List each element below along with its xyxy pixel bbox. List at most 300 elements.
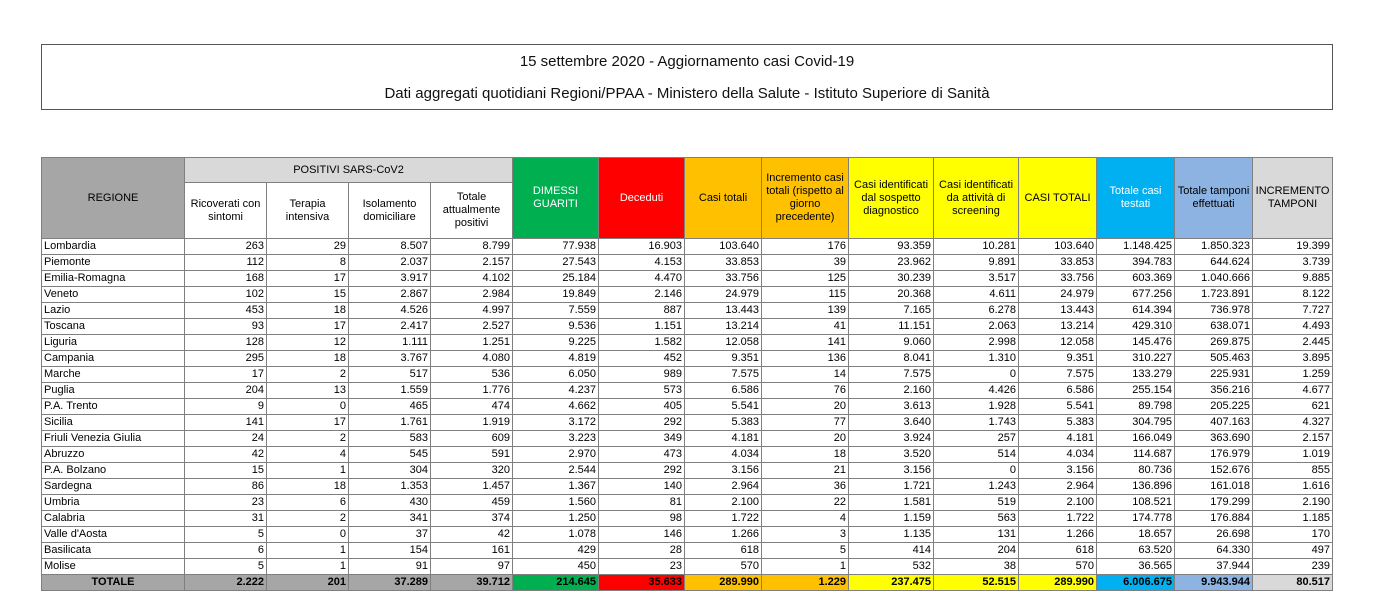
cell-dim: 3.223 [513, 431, 599, 447]
report-subtitle: Dati aggregati quotidiani Regioni/PPAA - Ministero della Salute - Istituto Superiore di Sanità [384, 85, 990, 102]
cell-itm: 239 [1253, 559, 1333, 575]
cell-tes: 310.227 [1097, 351, 1175, 367]
table-row [42, 543, 1333, 559]
cell-ter: 17 [267, 271, 349, 287]
cell-iso: 517 [349, 367, 431, 383]
cell-iso: 304 [349, 463, 431, 479]
cell-itm: 1.616 [1253, 479, 1333, 495]
cell-itm: 621 [1253, 399, 1333, 415]
cell-dim: 9.225 [513, 335, 599, 351]
cell-sd: 1.135 [849, 527, 934, 543]
cell-ct: 9.351 [685, 351, 762, 367]
cell-iso: 154 [349, 543, 431, 559]
cell-ter: 12 [267, 335, 349, 351]
cell-dim: 2.544 [513, 463, 599, 479]
cell-inc: 41 [762, 319, 849, 335]
cell-sc: 2.998 [934, 335, 1019, 351]
cell-ter: 18 [267, 351, 349, 367]
cell-ter: 13 [267, 383, 349, 399]
table-row [42, 559, 1333, 575]
cell-iso: 3.767 [349, 351, 431, 367]
cell-iso: 341 [349, 511, 431, 527]
region-name-cell: Basilicata [42, 543, 185, 559]
cell-ric: 42 [185, 447, 267, 463]
cell-dec: 349 [599, 431, 685, 447]
cell-itm: 497 [1253, 543, 1333, 559]
region-name-cell: Lazio [42, 303, 185, 319]
cell-dim: 7.559 [513, 303, 599, 319]
cell-sd: 532 [849, 559, 934, 575]
cell-ric: 263 [185, 239, 267, 255]
cell-sc: 4.426 [934, 383, 1019, 399]
cell-ric: 17 [185, 367, 267, 383]
cell-inc: 176 [762, 239, 849, 255]
cell-dec: 573 [599, 383, 685, 399]
cell-tot: 4.181 [1019, 431, 1097, 447]
cell-pos: 4.080 [431, 351, 513, 367]
cell-sc: 38 [934, 559, 1019, 575]
cell-tam: 26.698 [1175, 527, 1253, 543]
cell-pos: 1.919 [431, 415, 513, 431]
cell-sd: 8.041 [849, 351, 934, 367]
cell-ric: 15 [185, 463, 267, 479]
region-name-cell: Abruzzo [42, 447, 185, 463]
cell-dec: 4.470 [599, 271, 685, 287]
cell-tes: 89.798 [1097, 399, 1175, 415]
table-row [42, 271, 1333, 287]
cell-sd: 3.640 [849, 415, 934, 431]
cell-ct: 5.383 [685, 415, 762, 431]
cell-pos: 4.997 [431, 303, 513, 319]
table-row [42, 287, 1333, 303]
cell-tes: 429.310 [1097, 319, 1175, 335]
cell-sd: 3.520 [849, 447, 934, 463]
cell-dec: 1.151 [599, 319, 685, 335]
table-row [42, 303, 1333, 319]
cell-ric: 168 [185, 271, 267, 287]
cell-sc: 3.517 [934, 271, 1019, 287]
cell-ter: 0 [267, 527, 349, 543]
cell-sc: 1.928 [934, 399, 1019, 415]
cell-dec: 452 [599, 351, 685, 367]
cell-pos: 161 [431, 543, 513, 559]
table-row [42, 431, 1333, 447]
cell-sc: 1.743 [934, 415, 1019, 431]
cell-ric: 23 [185, 495, 267, 511]
cell-ric: 9 [185, 399, 267, 415]
cell-pos: 4.102 [431, 271, 513, 287]
cell-tam: 176.884 [1175, 511, 1253, 527]
region-name-cell: Veneto [42, 287, 185, 303]
cell-itm: 1.259 [1253, 367, 1333, 383]
cell-dec: 405 [599, 399, 685, 415]
cell-tam: 644.624 [1175, 255, 1253, 271]
table-row [42, 367, 1333, 383]
cell-dim: 1.367 [513, 479, 599, 495]
cell-tam: 505.463 [1175, 351, 1253, 367]
total-pos: 39.712 [431, 575, 513, 591]
cell-tot: 7.575 [1019, 367, 1097, 383]
table-row [42, 527, 1333, 543]
cell-pos: 459 [431, 495, 513, 511]
header-terapia: Terapia intensiva [267, 183, 349, 239]
cell-ter: 18 [267, 303, 349, 319]
total-tot: 289.990 [1019, 575, 1097, 591]
cell-ric: 102 [185, 287, 267, 303]
table-row [42, 447, 1333, 463]
total-iso: 37.289 [349, 575, 431, 591]
cell-dec: 140 [599, 479, 685, 495]
header-totale-positivi: Totale attualmente positivi [431, 183, 513, 239]
region-name-cell: Sardegna [42, 479, 185, 495]
cell-pos: 2.157 [431, 255, 513, 271]
cell-iso: 430 [349, 495, 431, 511]
header-isolamento: Isolamento domiciliare [349, 183, 431, 239]
cell-pos: 2.527 [431, 319, 513, 335]
cell-dec: 4.153 [599, 255, 685, 271]
region-name-cell: Puglia [42, 383, 185, 399]
cell-pos: 1.251 [431, 335, 513, 351]
cell-iso: 583 [349, 431, 431, 447]
total-label: TOTALE [42, 575, 185, 591]
cell-tot: 3.156 [1019, 463, 1097, 479]
table-row [42, 239, 1333, 255]
cell-sd: 11.151 [849, 319, 934, 335]
cell-dec: 292 [599, 463, 685, 479]
cell-itm: 4.493 [1253, 319, 1333, 335]
cell-sd: 2.160 [849, 383, 934, 399]
cell-tot: 33.756 [1019, 271, 1097, 287]
cell-dim: 77.938 [513, 239, 599, 255]
cell-tes: 36.565 [1097, 559, 1175, 575]
cell-inc: 1 [762, 559, 849, 575]
cell-dim: 3.172 [513, 415, 599, 431]
cell-sc: 0 [934, 463, 1019, 479]
cell-sc: 1.310 [934, 351, 1019, 367]
cell-inc: 139 [762, 303, 849, 319]
cell-itm: 2.445 [1253, 335, 1333, 351]
cell-sc: 257 [934, 431, 1019, 447]
cell-tam: 356.216 [1175, 383, 1253, 399]
region-name-cell: P.A. Trento [42, 399, 185, 415]
cell-ric: 93 [185, 319, 267, 335]
cell-ter: 29 [267, 239, 349, 255]
total-inc: 1.229 [762, 575, 849, 591]
cell-tes: 18.657 [1097, 527, 1175, 543]
cell-ct: 1.722 [685, 511, 762, 527]
table-row [42, 383, 1333, 399]
header-casi-totali: Casi totali [685, 158, 762, 239]
cell-ter: 15 [267, 287, 349, 303]
region-name-cell: Umbria [42, 495, 185, 511]
cell-tam: 161.018 [1175, 479, 1253, 495]
cell-dim: 6.050 [513, 367, 599, 383]
region-name-cell: Campania [42, 351, 185, 367]
cell-sd: 30.239 [849, 271, 934, 287]
cell-tam: 64.330 [1175, 543, 1253, 559]
cell-iso: 2.867 [349, 287, 431, 303]
cell-pos: 8.799 [431, 239, 513, 255]
region-name-cell: Friuli Venezia Giulia [42, 431, 185, 447]
cell-ct: 1.266 [685, 527, 762, 543]
cell-inc: 125 [762, 271, 849, 287]
cell-tot: 4.034 [1019, 447, 1097, 463]
table-row [42, 511, 1333, 527]
report-title: 15 settembre 2020 - Aggiornamento casi Covid-19 [519, 53, 855, 70]
cell-iso: 37 [349, 527, 431, 543]
table-row [42, 495, 1333, 511]
cell-tot: 12.058 [1019, 335, 1097, 351]
cell-ct: 3.156 [685, 463, 762, 479]
cell-sc: 519 [934, 495, 1019, 511]
cell-ter: 6 [267, 495, 349, 511]
region-name-cell: Toscana [42, 319, 185, 335]
covid-data-table [41, 157, 1333, 591]
cell-inc: 18 [762, 447, 849, 463]
table-body [42, 239, 1333, 591]
cell-ric: 141 [185, 415, 267, 431]
cell-sd: 7.575 [849, 367, 934, 383]
total-ter: 201 [267, 575, 349, 591]
cell-iso: 8.507 [349, 239, 431, 255]
header-regione: REGIONE [42, 158, 185, 239]
cell-sc: 204 [934, 543, 1019, 559]
cell-ct: 13.443 [685, 303, 762, 319]
cell-tam: 37.944 [1175, 559, 1253, 575]
cell-dim: 1.560 [513, 495, 599, 511]
cell-itm: 1.185 [1253, 511, 1333, 527]
region-name-cell: Calabria [42, 511, 185, 527]
cell-ric: 5 [185, 527, 267, 543]
cell-ct: 103.640 [685, 239, 762, 255]
total-sc: 52.515 [934, 575, 1019, 591]
cell-ric: 86 [185, 479, 267, 495]
cell-sc: 2.063 [934, 319, 1019, 335]
total-ric: 2.222 [185, 575, 267, 591]
cell-ter: 2 [267, 367, 349, 383]
cell-ter: 1 [267, 463, 349, 479]
cell-ct: 570 [685, 559, 762, 575]
cell-tam: 638.071 [1175, 319, 1253, 335]
cell-iso: 2.037 [349, 255, 431, 271]
cell-sc: 4.611 [934, 287, 1019, 303]
cell-dim: 1.250 [513, 511, 599, 527]
total-dec: 35.633 [599, 575, 685, 591]
cell-itm: 3.739 [1253, 255, 1333, 271]
cell-inc: 4 [762, 511, 849, 527]
cell-sc: 6.278 [934, 303, 1019, 319]
cell-sd: 3.156 [849, 463, 934, 479]
total-row [42, 575, 1333, 591]
cell-pos: 474 [431, 399, 513, 415]
table-row [42, 399, 1333, 415]
cell-sc: 9.891 [934, 255, 1019, 271]
cell-dec: 28 [599, 543, 685, 559]
cell-tes: 133.279 [1097, 367, 1175, 383]
cell-sc: 563 [934, 511, 1019, 527]
cell-sd: 20.368 [849, 287, 934, 303]
cell-pos: 1.457 [431, 479, 513, 495]
cell-ter: 1 [267, 543, 349, 559]
cell-tes: 255.154 [1097, 383, 1175, 399]
cell-ric: 112 [185, 255, 267, 271]
cell-tam: 152.676 [1175, 463, 1253, 479]
cell-ct: 618 [685, 543, 762, 559]
cell-tam: 736.978 [1175, 303, 1253, 319]
cell-tot: 570 [1019, 559, 1097, 575]
cell-inc: 5 [762, 543, 849, 559]
cell-ric: 6 [185, 543, 267, 559]
cell-dec: 989 [599, 367, 685, 383]
table-row [42, 415, 1333, 431]
cell-tes: 166.049 [1097, 431, 1175, 447]
cell-tes: 136.896 [1097, 479, 1175, 495]
cell-dim: 25.184 [513, 271, 599, 287]
cell-tot: 13.443 [1019, 303, 1097, 319]
region-name-cell: Liguria [42, 335, 185, 351]
cell-dim: 1.078 [513, 527, 599, 543]
cell-sc: 514 [934, 447, 1019, 463]
cell-tes: 1.148.425 [1097, 239, 1175, 255]
cell-tes: 145.476 [1097, 335, 1175, 351]
table-row [42, 319, 1333, 335]
cell-inc: 77 [762, 415, 849, 431]
cell-tes: 174.778 [1097, 511, 1175, 527]
header-incremento-tamponi: INCREMENTO TAMPONI [1253, 158, 1333, 239]
cell-iso: 465 [349, 399, 431, 415]
cell-itm: 2.190 [1253, 495, 1333, 511]
cell-ter: 17 [267, 415, 349, 431]
cell-dec: 1.582 [599, 335, 685, 351]
cell-ter: 2 [267, 431, 349, 447]
cell-inc: 22 [762, 495, 849, 511]
cell-inc: 141 [762, 335, 849, 351]
cell-sd: 414 [849, 543, 934, 559]
cell-tes: 677.256 [1097, 287, 1175, 303]
cell-sc: 131 [934, 527, 1019, 543]
cell-iso: 1.353 [349, 479, 431, 495]
cell-tot: 6.586 [1019, 383, 1097, 399]
header-deceduti: Deceduti [599, 158, 685, 239]
header-screening: Casi identificati da attività di screening [934, 158, 1019, 239]
cell-inc: 3 [762, 527, 849, 543]
cell-ter: 17 [267, 319, 349, 335]
cell-inc: 20 [762, 399, 849, 415]
cell-tot: 103.640 [1019, 239, 1097, 255]
cell-pos: 536 [431, 367, 513, 383]
cell-dec: 81 [599, 495, 685, 511]
cell-sd: 9.060 [849, 335, 934, 351]
cell-inc: 21 [762, 463, 849, 479]
cell-dim: 4.237 [513, 383, 599, 399]
region-name-cell: Emilia-Romagna [42, 271, 185, 287]
total-tes: 6.006.675 [1097, 575, 1175, 591]
cell-tot: 618 [1019, 543, 1097, 559]
cell-tes: 80.736 [1097, 463, 1175, 479]
cell-dec: 146 [599, 527, 685, 543]
header-ricoverati: Ricoverati con sintomi [185, 183, 267, 239]
cell-tot: 2.100 [1019, 495, 1097, 511]
cell-inc: 39 [762, 255, 849, 271]
cell-tam: 176.979 [1175, 447, 1253, 463]
cell-tot: 33.853 [1019, 255, 1097, 271]
cell-sc: 0 [934, 367, 1019, 383]
cell-pos: 1.776 [431, 383, 513, 399]
cell-tot: 2.964 [1019, 479, 1097, 495]
header-incremento: Incremento casi totali (rispetto al giorno precedente) [762, 158, 849, 239]
cell-tot: 5.383 [1019, 415, 1097, 431]
cell-itm: 855 [1253, 463, 1333, 479]
cell-dec: 292 [599, 415, 685, 431]
cell-itm: 1.019 [1253, 447, 1333, 463]
table-row [42, 479, 1333, 495]
cell-itm: 4.677 [1253, 383, 1333, 399]
cell-inc: 76 [762, 383, 849, 399]
cell-itm: 170 [1253, 527, 1333, 543]
cell-dec: 16.903 [599, 239, 685, 255]
cell-sd: 3.924 [849, 431, 934, 447]
cell-pos: 97 [431, 559, 513, 575]
cell-dim: 9.536 [513, 319, 599, 335]
cell-tot: 24.979 [1019, 287, 1097, 303]
cell-pos: 320 [431, 463, 513, 479]
cell-tes: 114.687 [1097, 447, 1175, 463]
cell-itm: 9.885 [1253, 271, 1333, 287]
cell-ter: 2 [267, 511, 349, 527]
total-tam: 9.943.944 [1175, 575, 1253, 591]
region-name-cell: Molise [42, 559, 185, 575]
region-name-cell: P.A. Bolzano [42, 463, 185, 479]
report-header [41, 44, 1333, 110]
table-row [42, 351, 1333, 367]
cell-tot: 9.351 [1019, 351, 1097, 367]
cell-ct: 4.034 [685, 447, 762, 463]
total-itm: 80.517 [1253, 575, 1333, 591]
cell-iso: 3.917 [349, 271, 431, 287]
cell-itm: 2.157 [1253, 431, 1333, 447]
cell-ct: 33.756 [685, 271, 762, 287]
total-sd: 237.475 [849, 575, 934, 591]
cell-ct: 2.964 [685, 479, 762, 495]
cell-ct: 6.586 [685, 383, 762, 399]
total-dim: 214.645 [513, 575, 599, 591]
cell-ric: 128 [185, 335, 267, 351]
cell-ric: 453 [185, 303, 267, 319]
cell-ric: 204 [185, 383, 267, 399]
header-testati: Totale casi testati [1097, 158, 1175, 239]
header-casi-totali-caps: CASI TOTALI [1019, 158, 1097, 239]
cell-dec: 473 [599, 447, 685, 463]
cell-ric: 24 [185, 431, 267, 447]
header-dimessi: DIMESSI GUARITI [513, 158, 599, 239]
cell-ric: 295 [185, 351, 267, 367]
cell-sd: 93.359 [849, 239, 934, 255]
cell-ter: 8 [267, 255, 349, 271]
cell-tes: 394.783 [1097, 255, 1175, 271]
cell-dim: 450 [513, 559, 599, 575]
cell-itm: 3.895 [1253, 351, 1333, 367]
table-row [42, 335, 1333, 351]
cell-tes: 614.394 [1097, 303, 1175, 319]
cell-sd: 23.962 [849, 255, 934, 271]
cell-ter: 4 [267, 447, 349, 463]
cell-itm: 7.727 [1253, 303, 1333, 319]
cell-pos: 591 [431, 447, 513, 463]
cell-inc: 14 [762, 367, 849, 383]
cell-itm: 4.327 [1253, 415, 1333, 431]
cell-tam: 363.690 [1175, 431, 1253, 447]
cell-tam: 269.875 [1175, 335, 1253, 351]
